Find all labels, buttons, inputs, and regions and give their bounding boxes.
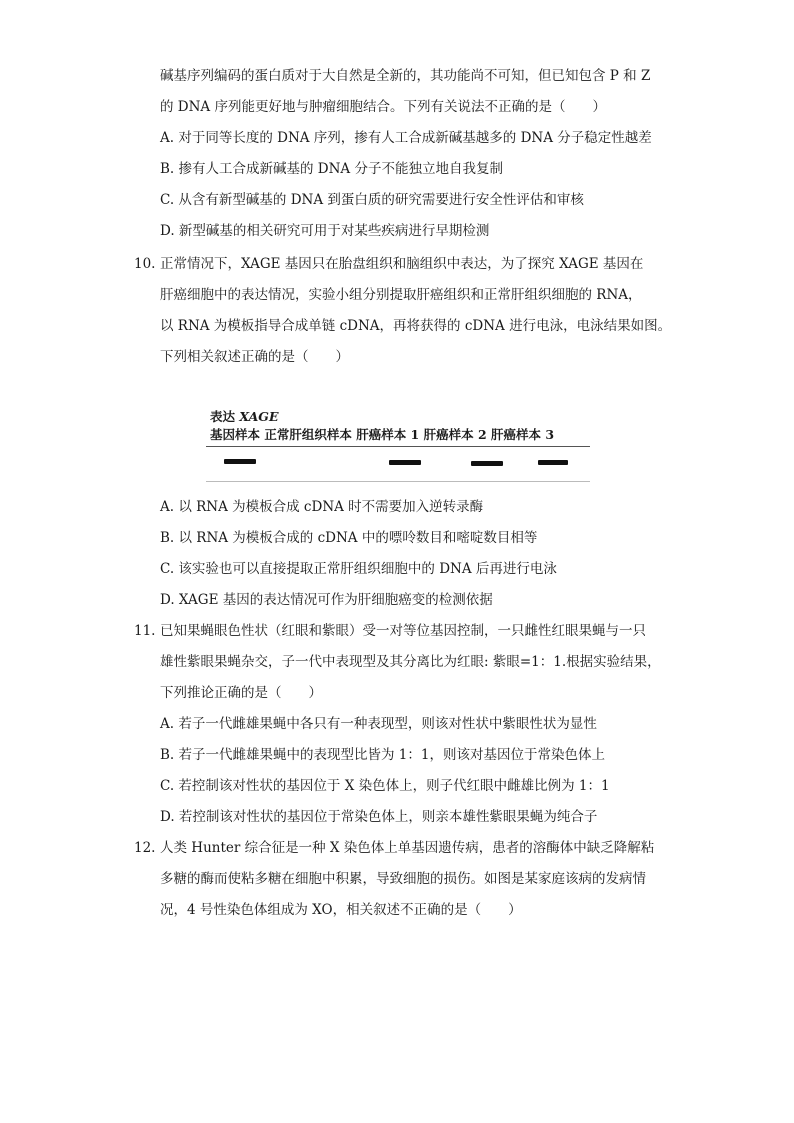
- q9-stem-line-2: 的 DNA 序列能更好地与肿瘤细胞结合。下列有关说法不正确的是（ ）: [160, 99, 606, 115]
- q12-stem-line-3: 况，4 号性染色体组成为 XO，相关叙述不正确的是（ ）: [160, 902, 522, 918]
- q10-stem-line-1: 正常情况下，XAGE 基因只在胎盘组织和脑组织中表达，为了探究 XAGE 基因在: [160, 256, 644, 272]
- q10-option-a: A. 以 RNA 为模板合成 cDNA 时不需要加入逆转录酶: [160, 499, 484, 515]
- q12-stem-line-1: 人类 Hunter 综合征是一种 X 染色体上单基因遗传病，患者的溶酶体中缺乏降解粘: [160, 840, 655, 856]
- q10-stem-line-3: 以 RNA 为模板指导合成单链 cDNA，再将获得的 cDNA 进行电泳，电泳结果如图。: [160, 318, 672, 334]
- q11-option-b: B. 若子一代雌雄果蝇中的表现型比皆为 1：1，则该对基因位于常染色体上: [160, 747, 605, 763]
- q12-stem-line-2: 多糖的酶而使粘多糖在细胞中积累，导致细胞的损伤。如图是某家庭该病的发病情: [160, 871, 646, 887]
- figure-gene-name: XAGE: [239, 409, 279, 424]
- figure-row-1-prefix: 表达: [210, 409, 240, 424]
- q10-stem-line-4: 下列相关叙述正确的是（ ）: [160, 349, 349, 365]
- electrophoresis-figure: [206, 405, 590, 483]
- q10-option-d: D. XAGE 基因的表达情况可作为肝细胞癌变的检测依据: [160, 592, 493, 608]
- q10-number: 10.: [134, 256, 156, 272]
- q11-option-a: A. 若子一代雌雄果蝇中各只有一种表现型，则该对性状中紫眼性状为显性: [160, 716, 597, 732]
- band-liver-cancer-2: [471, 461, 503, 466]
- q9-option-c: C. 从含有新型碱基的 DNA 到蛋白质的研究需要进行安全性评估和审核: [160, 192, 584, 208]
- q11-option-d: D. 若控制该对性状的基因位于常染色体上，则亲本雄性紫眼果蝇为纯合子: [160, 809, 598, 825]
- band-gene-sample: [224, 459, 256, 464]
- q11-option-c: C. 若控制该对性状的基因位于 X 染色体上，则子代红眼中雌雄比例为 1：1: [160, 778, 610, 794]
- q9-stem-line-1: 碱基序列编码的蛋白质对于大自然是全新的，其功能尚不可知，但已知包含 P 和 Z: [160, 68, 651, 84]
- q11-number: 11.: [134, 623, 156, 639]
- q9-option-d: D. 新型碱基的相关研究可用于对某些疾病进行早期检测: [160, 223, 490, 239]
- band-liver-cancer-3: [538, 460, 568, 465]
- q9-option-b: B. 掺有人工合成新碱基的 DNA 分子不能独立地自我复制: [160, 161, 503, 177]
- figure-top-rule: [206, 446, 590, 447]
- q10-option-b: B. 以 RNA 为模板合成的 cDNA 中的嘌呤数目和嘧啶数目相等: [160, 530, 538, 546]
- figure-row-1: [210, 409, 279, 425]
- q10-option-c: C. 该实验也可以直接提取正常肝组织细胞中的 DNA 后再进行电泳: [160, 561, 557, 577]
- q11-stem-line-3: 下列推论正确的是（ ）: [160, 685, 322, 701]
- q11-stem-line-1: 已知果蝇眼色性状（红眼和紫眼）受一对等位基因控制，一只雌性红眼果蝇与一只: [160, 623, 646, 639]
- band-liver-cancer-1: [389, 460, 421, 465]
- figure-bottom-rule: [206, 481, 590, 482]
- q11-stem-line-2: 雄性紫眼果蝇杂交，子一代中表现型及其分离比为红眼: 紫眼=1：1.根据实验结果，: [160, 654, 661, 670]
- q9-option-a: A. 对于同等长度的 DNA 序列，掺有人工合成新碱基越多的 DNA 分子稳定性越差: [160, 130, 652, 146]
- q10-stem-line-2: 肝癌细胞中的表达情况，实验小组分别提取肝癌组织和正常肝组织细胞的 RNA，: [160, 287, 642, 303]
- q12-number: 12.: [134, 840, 156, 856]
- figure-row-2-headers: 基因样本 正常肝组织样本 肝癌样本 1 肝癌样本 2 肝癌样本 3: [210, 427, 555, 442]
